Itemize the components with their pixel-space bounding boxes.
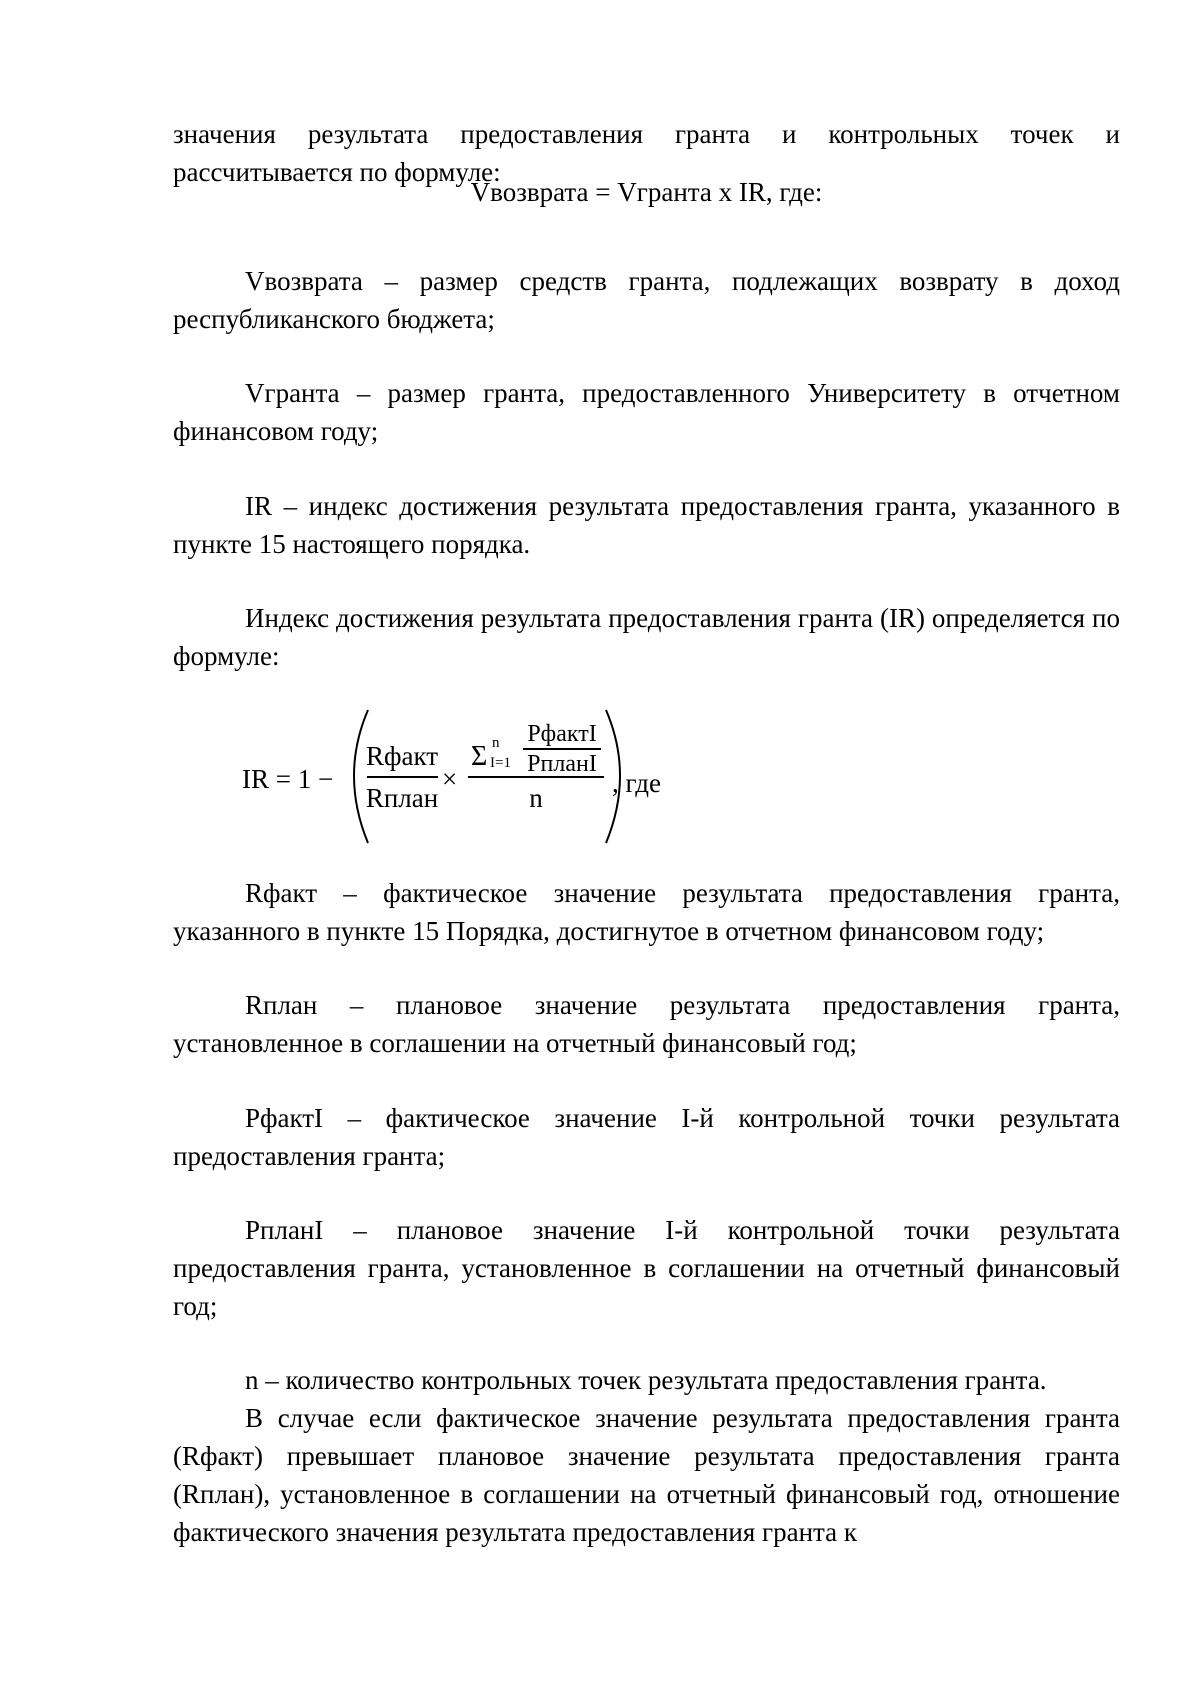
fraction1-denominator: Rплан <box>365 783 439 813</box>
definition-vvozvrata: Vвозврата – размер средств гранта, подлежащих возврату в доход республиканского бюджета; <box>173 266 1120 334</box>
formula-ir <box>240 705 760 855</box>
definition-pplani: PпланI – плановое значение I-й контрольной точки результата предоставления гранта, установленное в соглашении на отчетный финансовый год; <box>173 1215 1120 1321</box>
sum-lower-limit: I=1 <box>490 755 511 771</box>
paragraph-excess-case: В случае если фактическое значение результата предоставления гранта (Rфакт) превышает плановое значение результата предоставления гранта (Rплан), установленное в соглашении на отчетный финансовый год, отношение фактического значения результата предоставления гранта к <box>173 1403 1120 1547</box>
inner-numerator: PфактI <box>527 721 597 747</box>
ir-intro-paragraph: Индекс достижения результата предоставления гранта (IR) определяется по формуле: <box>173 603 1120 671</box>
sum-upper-limit: n <box>492 735 500 751</box>
fraction2-denominator: n <box>529 783 543 813</box>
definition-rplan: Rплан – плановое значение результата предоставления гранта, установленное в соглашении на отчетный финансовый год; <box>173 990 1120 1058</box>
definition-rfakt: Rфакт – фактическое значение результата предоставления гранта, указанного в пункте 15 Порядка, достигнутое в отчетном финансовом году; <box>173 878 1120 946</box>
sigma-symbol: Σ <box>471 741 488 772</box>
inner-denominator: PпланI <box>527 751 597 777</box>
formula-lhs: IR = 1 − <box>242 764 334 794</box>
definition-n: n – количество контрольных точек результата предоставления гранта. <box>245 1365 1047 1395</box>
left-parenthesis <box>354 710 368 843</box>
paragraph-intro: значения результата предоставления гранта и контрольных точек и рассчитывается по формуле: <box>173 119 1120 187</box>
formula-ir-svg <box>240 705 760 855</box>
definition-ir: IR – индекс достижения результата предоставления гранта, указанного в пункте 15 настоящего порядка. <box>173 491 1120 559</box>
definition-pfakti: PфактI – фактическое значение I-й контрольной точки результата предоставления гранта; <box>173 1103 1120 1171</box>
formula-suffix: , где <box>612 768 661 798</box>
formula-return-amount: Vвозврата = Vгранта x IR, где: <box>470 177 823 207</box>
fraction1-numerator: Rфакт <box>365 741 439 771</box>
times-sign: × <box>442 764 458 794</box>
definition-vgranta: Vгранта – размер гранта, предоставленного Университету в отчетном финансовом году; <box>173 378 1120 446</box>
